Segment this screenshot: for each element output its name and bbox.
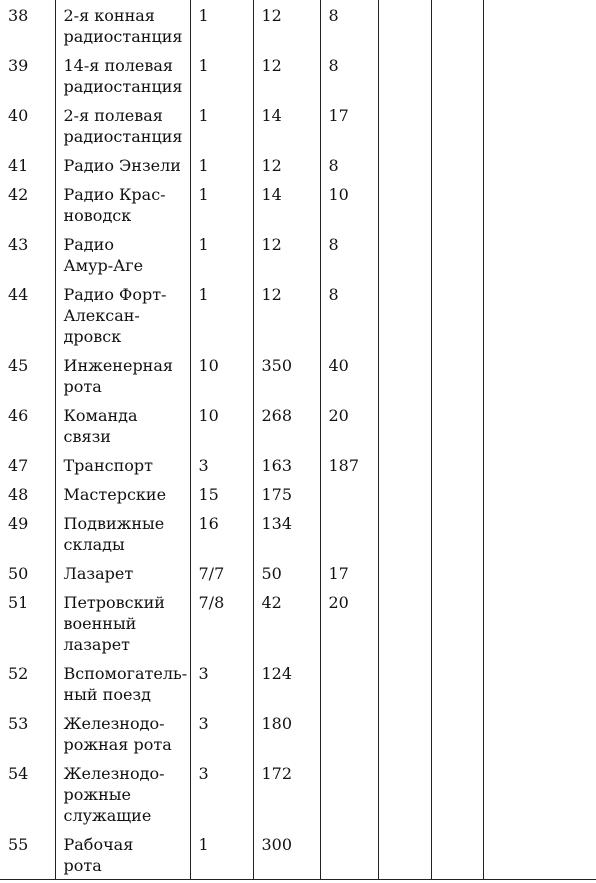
row-number-cell: 43	[8, 235, 29, 254]
unit-name-cell: Железнодо- рожные служащие	[55, 758, 190, 829]
table-row	[0, 50, 596, 100]
count-c-cell: 8	[320, 229, 378, 279]
count-c-cell: 20	[320, 587, 378, 658]
count-f-cell	[483, 0, 596, 50]
count-f-cell	[483, 758, 596, 829]
count-b-cell: 12	[253, 50, 320, 100]
count-c-cell: 8	[320, 279, 378, 350]
count-a-cell: 3	[190, 450, 253, 479]
unit-name-cell: Инженерная рота	[55, 350, 190, 400]
count-a-cell: 10	[190, 350, 253, 400]
count-d-cell	[378, 708, 431, 758]
count-d-cell	[378, 100, 431, 150]
count-b-cell: 175	[253, 479, 320, 508]
count-b-cell: 12	[253, 229, 320, 279]
count-a-cell: 10	[190, 400, 253, 450]
unit-name-cell: Лазарет	[55, 558, 190, 587]
count-f-cell	[483, 829, 596, 880]
count-f-cell	[483, 150, 596, 179]
count-f-cell	[483, 350, 596, 400]
count-b-cell: 42	[253, 587, 320, 658]
count-b-cell: 172	[253, 758, 320, 829]
count-a-cell: 7/7	[190, 558, 253, 587]
unit-name-cell: Рабочая рота	[55, 829, 190, 880]
count-d-cell	[378, 150, 431, 179]
table-row	[0, 100, 596, 150]
unit-name-cell: Петровский военный лазарет	[55, 587, 190, 658]
table-row	[0, 229, 596, 279]
count-b-cell: 350	[253, 350, 320, 400]
row-number-cell: 48	[8, 485, 29, 504]
count-e-cell	[431, 229, 483, 279]
count-b-cell: 300	[253, 829, 320, 880]
count-e-cell	[431, 0, 483, 50]
count-e-cell	[431, 658, 483, 708]
count-d-cell	[378, 279, 431, 350]
count-c-cell: 10	[320, 179, 378, 229]
count-d-cell	[378, 50, 431, 100]
count-b-cell: 124	[253, 658, 320, 708]
count-c-cell: 187	[320, 450, 378, 479]
table-row	[0, 279, 596, 350]
count-c-cell	[320, 829, 378, 880]
count-a-cell: 1	[190, 279, 253, 350]
count-a-cell: 3	[190, 708, 253, 758]
count-e-cell	[431, 350, 483, 400]
count-e-cell	[431, 450, 483, 479]
count-b-cell: 50	[253, 558, 320, 587]
table-row	[0, 179, 596, 229]
count-d-cell	[378, 229, 431, 279]
unit-name-cell: Радио Энзели	[55, 150, 190, 179]
count-d-cell	[378, 450, 431, 479]
count-e-cell	[431, 829, 483, 880]
count-e-cell	[431, 50, 483, 100]
unit-name-cell: Вспомогатель- ный поезд	[55, 658, 190, 708]
count-d-cell	[378, 829, 431, 880]
count-d-cell	[378, 400, 431, 450]
table-row	[0, 708, 596, 758]
count-d-cell	[378, 350, 431, 400]
count-d-cell	[378, 0, 431, 50]
count-f-cell	[483, 450, 596, 479]
count-f-cell	[483, 479, 596, 508]
count-f-cell	[483, 50, 596, 100]
count-f-cell	[483, 400, 596, 450]
count-e-cell	[431, 279, 483, 350]
count-a-cell: 1	[190, 0, 253, 50]
count-c-cell	[320, 479, 378, 508]
unit-name-cell: 14-я полевая радиостанция	[55, 50, 190, 100]
count-a-cell: 1	[190, 179, 253, 229]
table-row	[0, 350, 596, 400]
unit-name-cell: Радио Форт- Алексан- дровск	[55, 279, 190, 350]
count-b-cell: 12	[253, 279, 320, 350]
count-a-cell: 1	[190, 50, 253, 100]
count-d-cell	[378, 479, 431, 508]
count-b-cell: 268	[253, 400, 320, 450]
row-number-cell: 50	[8, 564, 29, 583]
count-e-cell	[431, 150, 483, 179]
row-number-cell: 38	[8, 6, 29, 25]
count-e-cell	[431, 100, 483, 150]
unit-name-cell: Железнодо- рожная рота	[55, 708, 190, 758]
row-number-cell: 52	[8, 664, 29, 683]
count-c-cell: 17	[320, 558, 378, 587]
unit-name-cell: Команда связи	[55, 400, 190, 450]
row-number-cell: 41	[8, 156, 29, 175]
count-a-cell: 7/8	[190, 587, 253, 658]
table-row	[0, 558, 596, 587]
row-number-cell: 47	[8, 456, 29, 475]
count-b-cell: 14	[253, 100, 320, 150]
unit-name-cell: 2-я конная радиостанция	[55, 0, 190, 50]
count-d-cell	[378, 587, 431, 658]
count-c-cell: 8	[320, 0, 378, 50]
count-b-cell: 12	[253, 150, 320, 179]
count-b-cell: 14	[253, 179, 320, 229]
count-d-cell	[378, 179, 431, 229]
row-number-cell: 51	[8, 593, 29, 612]
count-e-cell	[431, 758, 483, 829]
count-e-cell	[431, 708, 483, 758]
row-number-cell: 45	[8, 356, 29, 375]
unit-name-cell: Радио Амур-Аге	[55, 229, 190, 279]
count-b-cell: 180	[253, 708, 320, 758]
unit-name-cell: Подвижные склады	[55, 508, 190, 558]
count-f-cell	[483, 179, 596, 229]
table-row	[0, 150, 596, 179]
count-e-cell	[431, 587, 483, 658]
count-e-cell	[431, 400, 483, 450]
count-d-cell	[378, 658, 431, 708]
count-c-cell: 20	[320, 400, 378, 450]
count-c-cell: 40	[320, 350, 378, 400]
count-f-cell	[483, 279, 596, 350]
row-number-cell: 40	[8, 106, 29, 125]
count-c-cell	[320, 758, 378, 829]
count-e-cell	[431, 179, 483, 229]
count-a-cell: 16	[190, 508, 253, 558]
count-a-cell: 3	[190, 658, 253, 708]
table-row	[0, 0, 596, 50]
table-row	[0, 479, 596, 508]
count-a-cell: 1	[190, 100, 253, 150]
row-number-cell: 55	[0, 829, 55, 880]
count-c-cell: 17	[320, 100, 378, 150]
unit-name-cell: Мастерские	[55, 479, 190, 508]
count-a-cell: 1	[190, 229, 253, 279]
count-d-cell	[378, 558, 431, 587]
table-row	[0, 587, 596, 658]
count-f-cell	[483, 508, 596, 558]
count-b-cell: 134	[253, 508, 320, 558]
table-row	[0, 450, 596, 479]
unit-name-cell: Радио Крас- новодск	[55, 179, 190, 229]
count-f-cell	[483, 708, 596, 758]
count-b-cell: 163	[253, 450, 320, 479]
count-a-cell: 15	[190, 479, 253, 508]
count-c-cell: 8	[320, 150, 378, 179]
table-row	[0, 658, 596, 708]
count-a-cell: 1	[190, 829, 253, 880]
count-f-cell	[483, 558, 596, 587]
unit-name-cell: Транспорт	[55, 450, 190, 479]
count-c-cell	[320, 508, 378, 558]
table-row	[0, 829, 596, 880]
count-a-cell: 1	[190, 150, 253, 179]
row-number-cell: 49	[8, 514, 29, 533]
count-d-cell	[378, 508, 431, 558]
count-f-cell	[483, 100, 596, 150]
row-number-cell: 53	[8, 714, 29, 733]
table-row	[0, 400, 596, 450]
count-e-cell	[431, 479, 483, 508]
row-number-cell: 42	[8, 185, 29, 204]
count-d-cell	[378, 758, 431, 829]
table-row	[0, 758, 596, 829]
count-a-cell: 3	[190, 758, 253, 829]
count-e-cell	[431, 508, 483, 558]
count-c-cell: 8	[320, 50, 378, 100]
count-f-cell	[483, 658, 596, 708]
row-number-cell: 44	[8, 285, 29, 304]
row-number-cell: 46	[8, 406, 29, 425]
count-c-cell	[320, 708, 378, 758]
unit-name-cell: 2-я полевая радиостанция	[55, 100, 190, 150]
count-b-cell: 12	[253, 0, 320, 50]
count-f-cell	[483, 587, 596, 658]
table-row	[0, 508, 596, 558]
row-number-cell: 39	[8, 56, 29, 75]
row-number-cell: 54	[8, 764, 29, 783]
count-f-cell	[483, 229, 596, 279]
count-e-cell	[431, 558, 483, 587]
count-c-cell	[320, 658, 378, 708]
